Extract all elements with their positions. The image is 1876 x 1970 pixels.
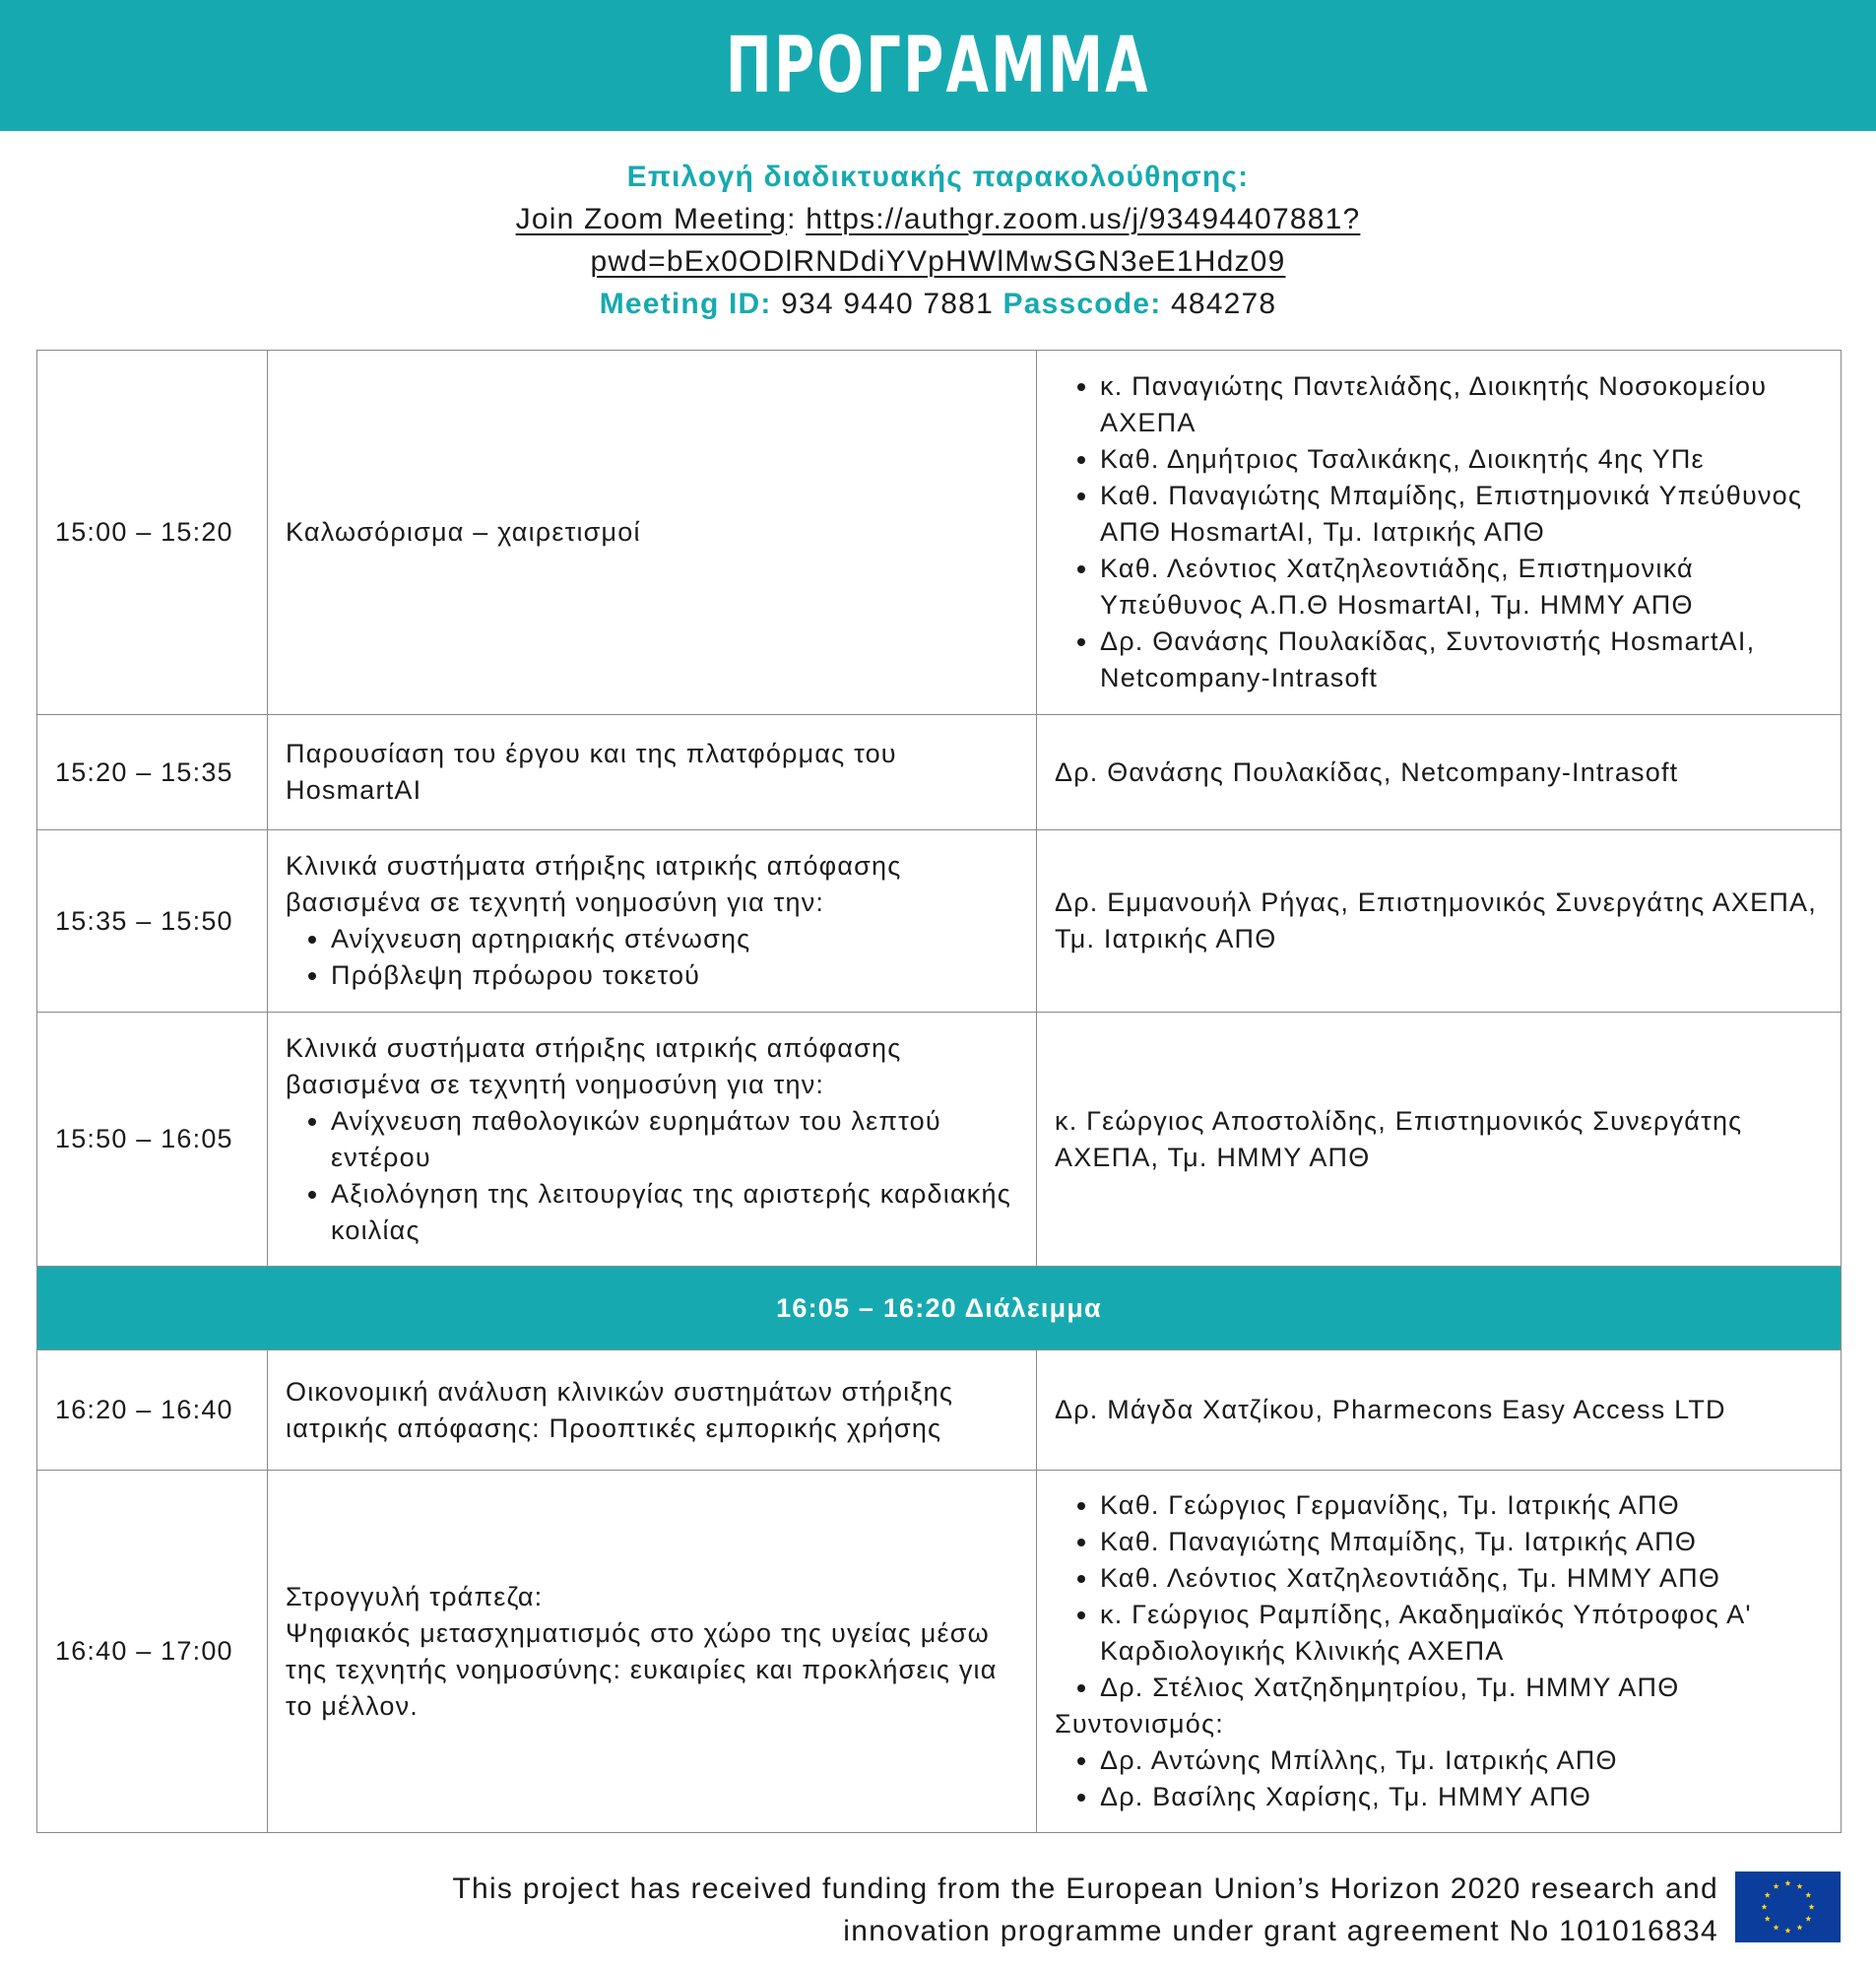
agenda-row (37, 1471, 1842, 1833)
speaker-item: • κ. Παναγιώτης Παντελιάδης, Διοικητής Νοσοκομείου ΑΧΕΠΑ (1100, 368, 1823, 441)
topic-item: • Πρόβλεψη πρόωρου τοκετού (331, 957, 1018, 994)
agenda-time: 16:40 – 17:00 (37, 1471, 268, 1833)
moderator-item: • Δρ. Αντώνης Μπίλλης, Τμ. Ιατρικής ΑΠΘ (1100, 1742, 1823, 1779)
page-title: ΠΡΟΓΡΑΜΜΑ (726, 21, 1150, 110)
roundtable-title: Στρογγυλή τράπεζα: (286, 1581, 544, 1611)
agenda-row (37, 830, 1842, 1013)
break-label: 16:05 – 16:20 Διάλειμμα (37, 1267, 1842, 1350)
agenda-time: 15:20 – 15:35 (37, 715, 268, 830)
moderator-item: • Δρ. Βασίλης Χαρίσης, Τμ. ΗΜΜΥ ΑΠΘ (1100, 1779, 1823, 1815)
agenda-topic: Ψηφιακός μετασχηματισμός στο χώρο της υγείας μέσω της τεχνητής νοημοσύνης: ευκαιρίες και προκλήσεις για το μέλλον. (286, 1617, 998, 1721)
agenda-speakers (1037, 351, 1842, 715)
meeting-id-value: 934 9440 7881 (781, 288, 994, 320)
funding-line-2: innovation programme under grant agreement No 101016834 (843, 1915, 1718, 1947)
agenda-topic: Παρουσίαση του έργου και της πλατφόρμας του HosmartAI (268, 715, 1037, 830)
agenda-row (37, 715, 1842, 830)
agenda-speaker: Δρ. Εμμανουήλ Ρήγας, Επιστημονικός Συνεργάτης ΑΧΕΠΑ, Τμ. Ιατρικής ΑΠΘ (1037, 830, 1842, 1013)
agenda-row (37, 1350, 1842, 1471)
speaker-item: • Καθ. Δημήτριος Τσαλικάκης, Διοικητής 4ης ΥΠε (1100, 441, 1823, 478)
agenda-topic-cell (268, 1013, 1037, 1267)
speaker-item: • Καθ. Παναγιώτης Μπαμίδης, Επιστημονικά Υπεύθυνος ΑΠΘ HosmartAI, Τμ. Ιατρικής ΑΠΘ (1100, 478, 1823, 551)
meeting-id-label: Meeting ID: (599, 288, 772, 320)
eu-flag-icon (1735, 1872, 1841, 1942)
join-zoom-link-label[interactable]: Join Zoom Meeting (515, 203, 788, 235)
agenda-speakers (1037, 1471, 1842, 1833)
agenda-time: 15:50 – 16:05 (37, 1013, 268, 1267)
topic-item: • Αξιολόγηση της λειτουργίας της αριστερής καρδιακής κοιλίας (331, 1176, 1018, 1249)
online-heading: Επιλογή διαδικτυακής παρακολούθησης: (626, 161, 1250, 193)
join-separator: : (787, 203, 797, 235)
agenda-topic: Καλωσόρισμα – χαιρετισμοί (268, 351, 1037, 715)
agenda-speaker: κ. Γεώργιος Αποστολίδης, Επιστημονικός Συνεργάτης ΑΧΕΠΑ, Τμ. ΗΜΜΥ ΑΠΘ (1037, 1013, 1842, 1267)
speaker-item: • κ. Γεώργιος Ραμπίδης, Ακαδημαϊκός Υπότροφος Α' Καρδιολογικής Κλινικής ΑΧΕΠΑ (1100, 1597, 1823, 1670)
agenda-time: 16:20 – 16:40 (37, 1350, 268, 1471)
agenda-time: 15:00 – 15:20 (37, 351, 268, 715)
zoom-url-line-2[interactable]: pwd=bEx0ODlRNDdiYVpHWlMwSGN3eE1Hdz09 (590, 245, 1286, 278)
zoom-url-line-1[interactable]: https://authgr.zoom.us/j/93494407881? (806, 203, 1361, 235)
passcode-value: 484278 (1170, 288, 1277, 320)
agenda-topic-cell (268, 830, 1037, 1013)
topic-item: • Ανίχνευση αρτηριακής στένωσης (331, 921, 1018, 957)
speaker-item: • Καθ. Λεόντιος Χατζηλεοντιάδης, Τμ. ΗΜΜΥ ΑΠΘ (1100, 1560, 1823, 1597)
break-row (37, 1267, 1842, 1350)
speaker-item: • Καθ. Παναγιώτης Μπαμίδης, Τμ. Ιατρικής ΑΠΘ (1100, 1524, 1823, 1560)
online-attendance (0, 156, 1876, 325)
agenda-row (37, 1013, 1842, 1267)
funding-statement (295, 1868, 1718, 1952)
speaker-item: • Δρ. Στέλιος Χατζηδημητρίου, Τμ. ΗΜΜΥ ΑΠΘ (1100, 1670, 1823, 1706)
speaker-item: • Καθ. Λεόντιος Χατζηλεοντιάδης, Επιστημονικά Υπεύθυνος Α.Π.Θ HosmartAI, Τμ. ΗΜΜΥ ΑΠΘ (1100, 551, 1823, 624)
speaker-item: • Δρ. Θανάσης Πουλακίδας, Συντονιστής HosmartAI, Netcompany-Intrasoft (1100, 624, 1823, 696)
passcode-label: Passcode: (1003, 288, 1162, 320)
agenda-row (37, 351, 1842, 715)
agenda-speaker: Δρ. Μάγδα Χατζίκου, Pharmecons Easy Access LTD (1037, 1350, 1842, 1471)
agenda-topic-cell (268, 1471, 1037, 1833)
speaker-item: • Καθ. Γεώργιος Γερμανίδης, Τμ. Ιατρικής ΑΠΘ (1100, 1487, 1823, 1524)
agenda-table (36, 350, 1842, 1833)
agenda-topic: Κλινικά συστήματα στήριξης ιατρικής απόφασης βασισμένα σε τεχνητή νοημοσύνη για την: (286, 851, 902, 917)
page-header (0, 0, 1876, 131)
funding-line-1: This project has received funding from the European Union’s Horizon 2020 research and (452, 1872, 1718, 1905)
agenda-topic: Οικονομική ανάλυση κλινικών συστημάτων στήριξης ιατρικής απόφασης: Προοπτικές εμπορικής χρήσης (268, 1350, 1037, 1471)
agenda-speaker: Δρ. Θανάσης Πουλακίδας, Netcompany-Intrasoft (1037, 715, 1842, 830)
moderation-label: Συντονισμός: (1055, 1709, 1224, 1739)
agenda-topic: Κλινικά συστήματα στήριξης ιατρικής απόφασης βασισμένα σε τεχνητή νοημοσύνη για την: (286, 1032, 902, 1099)
agenda-time: 15:35 – 15:50 (37, 830, 268, 1013)
topic-item: • Ανίχνευση παθολογικών ευρημάτων του λεπτού εντέρου (331, 1103, 1018, 1176)
